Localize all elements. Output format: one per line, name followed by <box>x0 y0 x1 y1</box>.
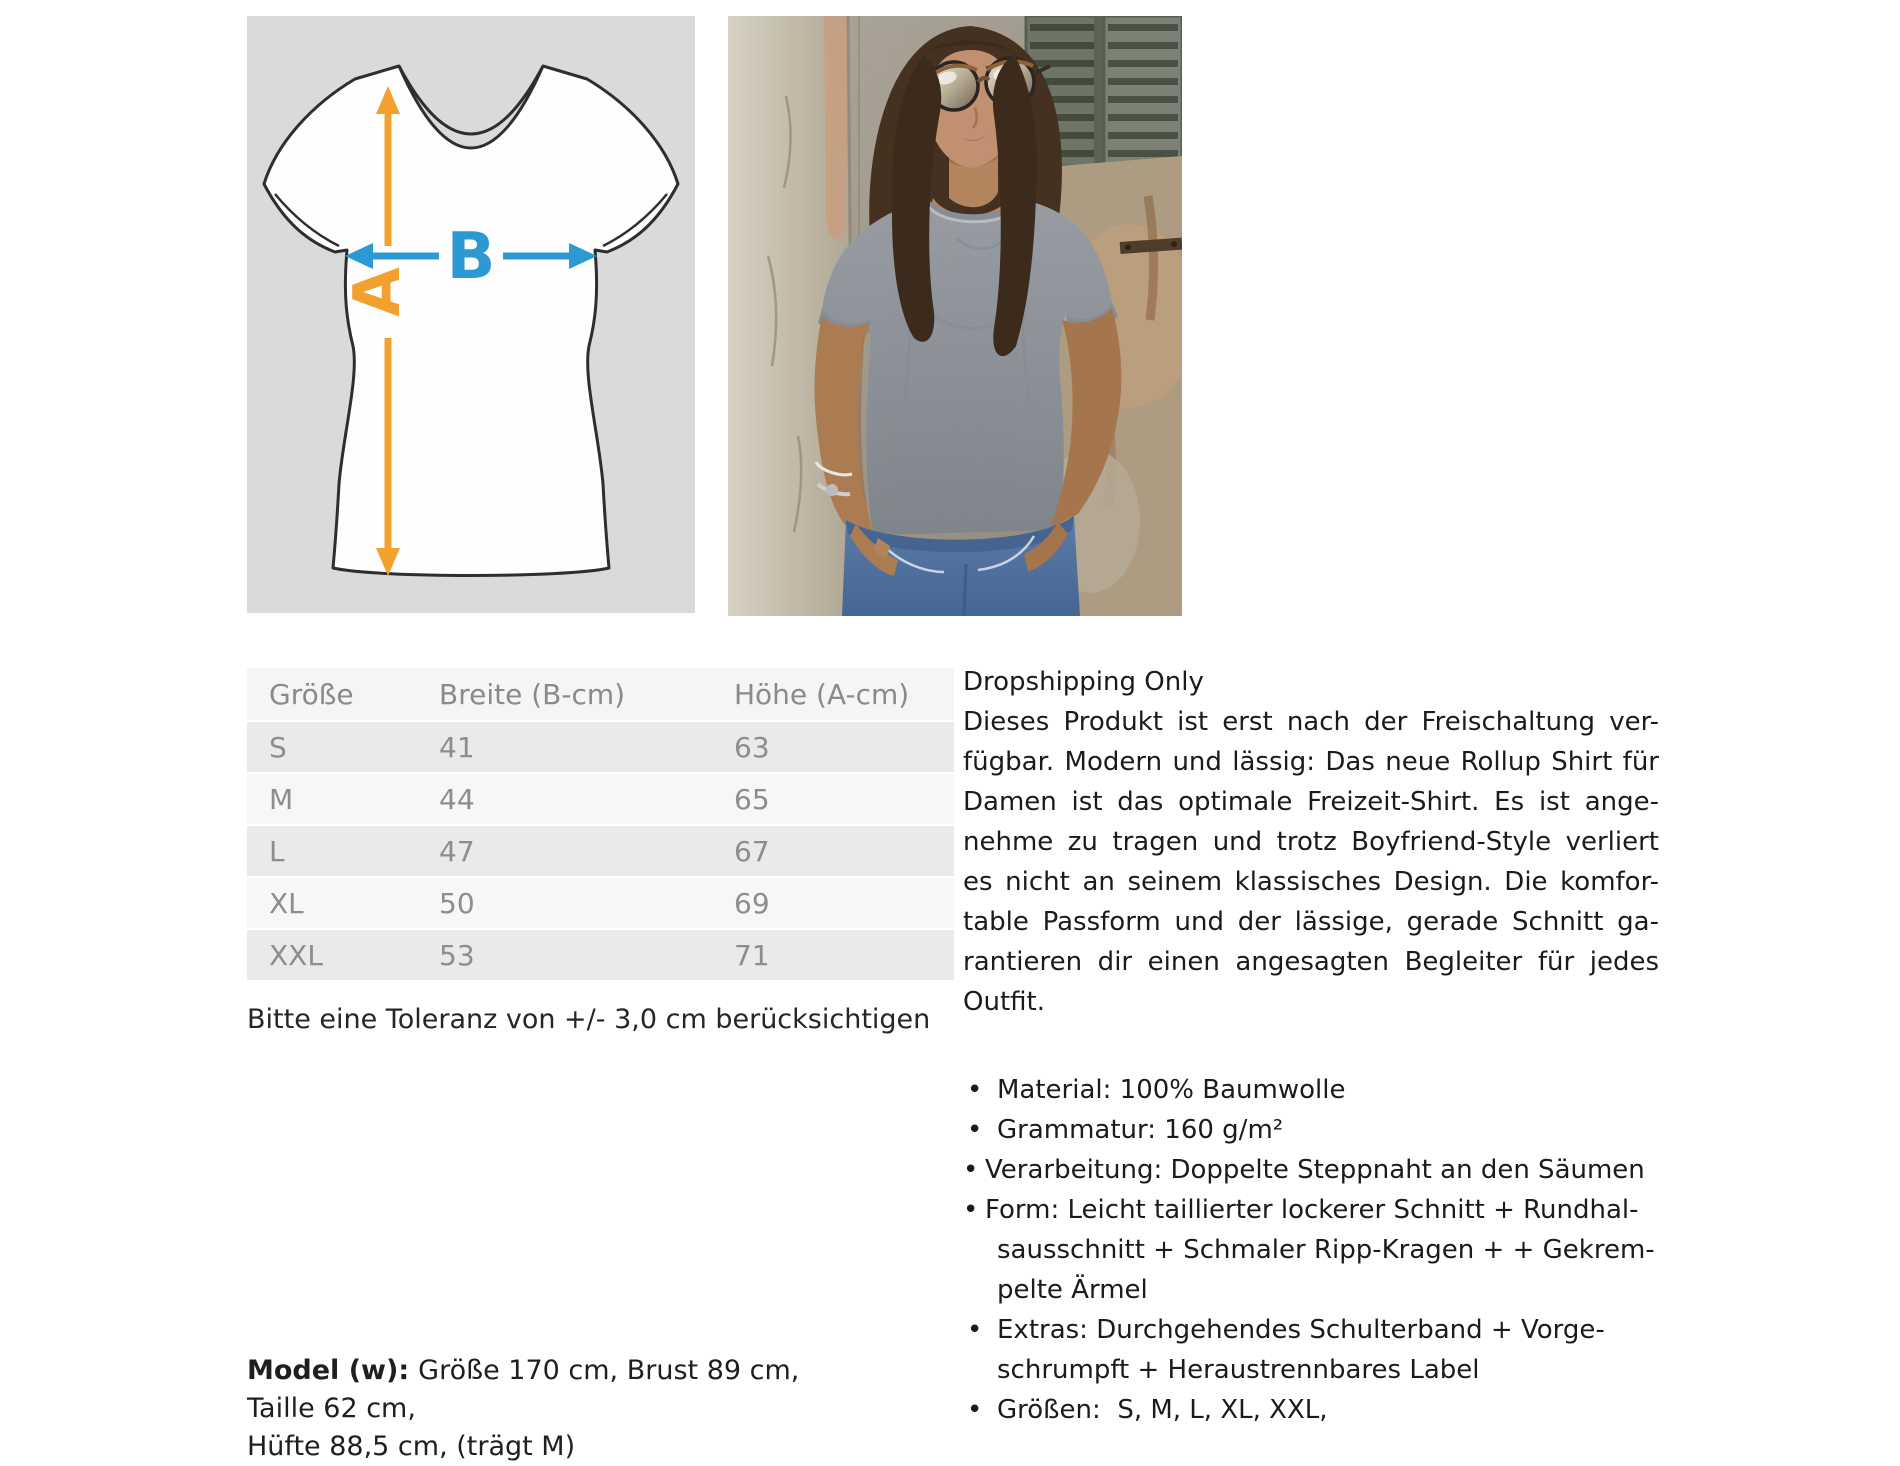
table-row <box>247 878 954 928</box>
spec-text: Form: Leicht taillierter lockerer Schnitt + Rundhal- <box>985 1195 1639 1225</box>
spec-item <box>963 1110 1659 1150</box>
tshirt-outline <box>264 66 678 576</box>
spec-item <box>963 1270 1659 1310</box>
cell-hoehe: 71 <box>734 938 770 972</box>
description-title: Dropshipping Only <box>963 667 1204 697</box>
spec-item <box>963 1350 1659 1390</box>
spec-text: schrumpft + Heraustrennbares Label <box>997 1355 1480 1385</box>
bullet-icon <box>963 1270 997 1310</box>
spec-text: Verarbeitung: Doppelte Steppnaht an den Säumen <box>985 1155 1645 1185</box>
model-note-line2: Hüfte 88,5 cm, (trägt M) <box>247 1431 576 1462</box>
size-table-header <box>247 668 954 720</box>
spec-item <box>963 1070 1659 1110</box>
product-photo <box>728 16 1182 614</box>
description-line: fügbar. Modern und lässig: Das neue Rollup Shirt für <box>963 747 1659 777</box>
description-paragraph <box>963 702 1659 1022</box>
tolerance-note: Bitte eine Toleranz von +/- 3,0 cm berücksichtigen <box>247 1004 931 1035</box>
size-diagram-panel <box>247 16 695 613</box>
spec-item <box>963 1390 1659 1430</box>
spec-item <box>963 1230 1659 1270</box>
bullet-icon: • <box>963 1195 979 1225</box>
cell-breite: 50 <box>439 886 475 920</box>
model-measurements: Größe 170 cm, Brust 89 cm, Taille 62 cm, <box>247 1355 800 1424</box>
cell-groesse: S <box>269 730 287 764</box>
bullet-icon: • <box>967 1315 983 1345</box>
spec-text: Material: 100% Baumwolle <box>997 1075 1346 1105</box>
height-arrow-label: A <box>341 267 415 317</box>
spec-text: Extras: Durchgehendes Schulterband + Vorge- <box>997 1315 1605 1345</box>
cell-breite: 47 <box>439 834 475 868</box>
cell-breite: 44 <box>439 782 475 816</box>
column-header-groesse: Größe <box>269 677 354 711</box>
spec-item <box>963 1310 1659 1350</box>
product-description <box>963 662 1659 1430</box>
cell-breite: 53 <box>439 938 475 972</box>
spec-item <box>963 1150 1659 1190</box>
cell-breite: 41 <box>439 730 475 764</box>
bullet-icon: • <box>967 1115 983 1145</box>
cell-hoehe: 65 <box>734 782 770 816</box>
width-arrow-label: B <box>446 220 496 294</box>
spec-list <box>963 1070 1659 1430</box>
column-header-breite: Breite (B-cm) <box>439 677 626 711</box>
cell-hoehe: 63 <box>734 730 770 764</box>
cell-hoehe: 69 <box>734 886 770 920</box>
tshirt-measurement-diagram <box>247 16 695 613</box>
description-line: rantieren dir einen angesagten Begleiter für jedes <box>963 947 1659 977</box>
table-row <box>247 826 954 876</box>
bullet-icon <box>963 1230 997 1270</box>
spec-text: Größen: S, M, L, XL, XXL, <box>997 1395 1328 1425</box>
description-line: nehme zu tragen und trotz Boyfriend-Style verliert <box>963 827 1659 857</box>
product-photo-illustration <box>728 16 1182 616</box>
spec-item <box>963 1190 1659 1230</box>
bullet-icon <box>963 1350 997 1390</box>
bullet-icon: • <box>967 1075 983 1105</box>
column-header-hoehe: Höhe (A-cm) <box>734 677 910 711</box>
bullet-icon: • <box>967 1395 983 1425</box>
size-table <box>247 668 954 982</box>
spec-text: Grammatur: 160 g/m² <box>997 1115 1284 1145</box>
cell-groesse: M <box>269 782 294 816</box>
cell-groesse: XL <box>269 886 304 920</box>
table-row <box>247 774 954 824</box>
model-note-line1 <box>247 1352 867 1428</box>
spec-text: pelte Ärmel <box>997 1275 1148 1305</box>
size-table-rows <box>247 722 954 980</box>
table-row <box>247 930 954 980</box>
description-line: Outfit. <box>963 987 1045 1017</box>
model-label: Model (w): <box>247 1355 410 1386</box>
cell-groesse: XXL <box>269 938 323 972</box>
model-measurements-note <box>247 1352 867 1466</box>
cell-hoehe: 67 <box>734 834 770 868</box>
bullet-icon: • <box>963 1155 979 1185</box>
description-line: Dieses Produkt ist erst nach der Freischaltung ver- <box>963 707 1659 737</box>
table-row <box>247 722 954 772</box>
description-line: es nicht an seinem klassisches Design. Die komfor- <box>963 867 1659 897</box>
spec-text: sausschnitt + Schmaler Ripp-Kragen + + Gekrem- <box>997 1235 1655 1265</box>
cell-groesse: L <box>269 834 285 868</box>
description-line: table Passform und der lässige, gerade Schnitt ga- <box>963 907 1659 937</box>
description-line: Damen ist das optimale Freizeit-Shirt. Es ist ange- <box>963 787 1659 817</box>
